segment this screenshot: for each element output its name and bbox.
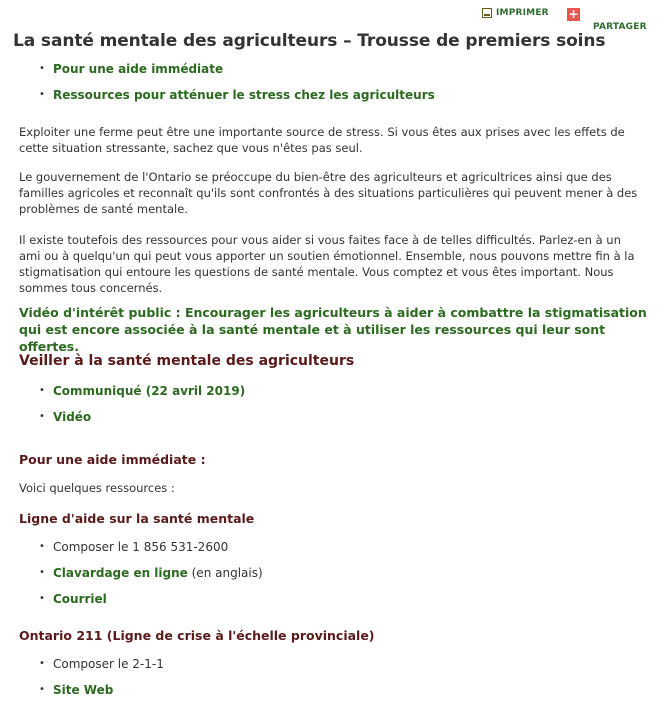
- public-interest-video-link[interactable]: Vidéo d'intérêt public : Encourager les agriculteurs à aider à combattre la stigmatisation qui est encore associée à la santé mentale et à utiliser les ressources qui leur sont offertes.: [19, 305, 647, 354]
- table-of-contents: [19, 62, 435, 114]
- intro-paragraph-3: Il existe toutefois des ressources pour vous aider si vous faites face à de telles difficultés. Parlez-en à un ami ou à quelqu'un qui peut vous apporter un soutien émotionnel. Ensemble, nous pouvons mettre fin à la stigmatisation qui entoure les questions de santé mentale. Vous comptez et vous êtes important. Nous sommes tous concernés.: [19, 233, 635, 295]
- ontario-211-list: [19, 657, 164, 709]
- page-title: La santé mentale des agriculteurs – Trousse de premiers soins: [13, 31, 606, 51]
- phone-ligne-aide: Composer le 1 856 531-2600: [53, 540, 229, 554]
- toc-item: [19, 88, 435, 114]
- list-item: [19, 384, 245, 410]
- print-label: IMPRIMER: [496, 8, 549, 18]
- intro-paragraph-1: Exploiter une ferme peut être une importante source de stress. Si vous êtes aux prises avec les effets de cette situation stressante, sachez que vous n'êtes pas seul.: [19, 125, 625, 155]
- print-button[interactable]: [482, 8, 549, 18]
- ligne-aide-list: [19, 540, 263, 618]
- website-link[interactable]: Site Web: [53, 683, 114, 697]
- page-toolbar: [464, 7, 664, 32]
- list-item: [19, 566, 263, 592]
- chat-link[interactable]: Clavardage en ligne: [53, 566, 188, 580]
- list-item: [19, 592, 263, 618]
- toc-item: [19, 62, 435, 88]
- resources-intro: Voici quelques ressources :: [19, 481, 175, 495]
- section-heading-veiller: Veiller à la santé mentale des agriculteurs: [19, 353, 355, 369]
- chat-note: (en anglais): [187, 566, 263, 580]
- veiller-links: [19, 384, 245, 436]
- communique-link[interactable]: Communiqué (22 avril 2019): [53, 384, 246, 398]
- list-item: [19, 683, 164, 709]
- print-icon: [482, 8, 492, 18]
- toc-link-aide-immediate[interactable]: Pour une aide immédiate: [53, 62, 224, 76]
- video-link[interactable]: Vidéo: [53, 410, 92, 424]
- toc-link-ressources-stress[interactable]: Ressources pour atténuer le stress chez les agriculteurs: [53, 88, 435, 102]
- heading-ontario-211: Ontario 211 (Ligne de crise à l'échelle provinciale): [19, 628, 375, 643]
- section-heading-aide-immediate: Pour une aide immédiate :: [19, 452, 206, 467]
- share-label: PARTAGER: [593, 22, 647, 32]
- list-item: [19, 410, 245, 436]
- phone-211: Composer le 2-1-1: [53, 657, 164, 671]
- email-link[interactable]: Courriel: [53, 592, 107, 606]
- share-plus-icon[interactable]: +: [568, 7, 579, 21]
- intro-paragraph-2: Le gouvernement de l'Ontario se préoccupe du bien-être des agriculteurs et agricultrices ainsi que des familles agricoles et reconnaît qu'ils sont confrontés à des situations particulières qui peuvent mener à des problèmes de santé mentale.: [19, 170, 638, 216]
- list-item: [19, 657, 164, 683]
- list-item: [19, 540, 263, 566]
- heading-ligne-aide: Ligne d'aide sur la santé mentale: [19, 511, 255, 526]
